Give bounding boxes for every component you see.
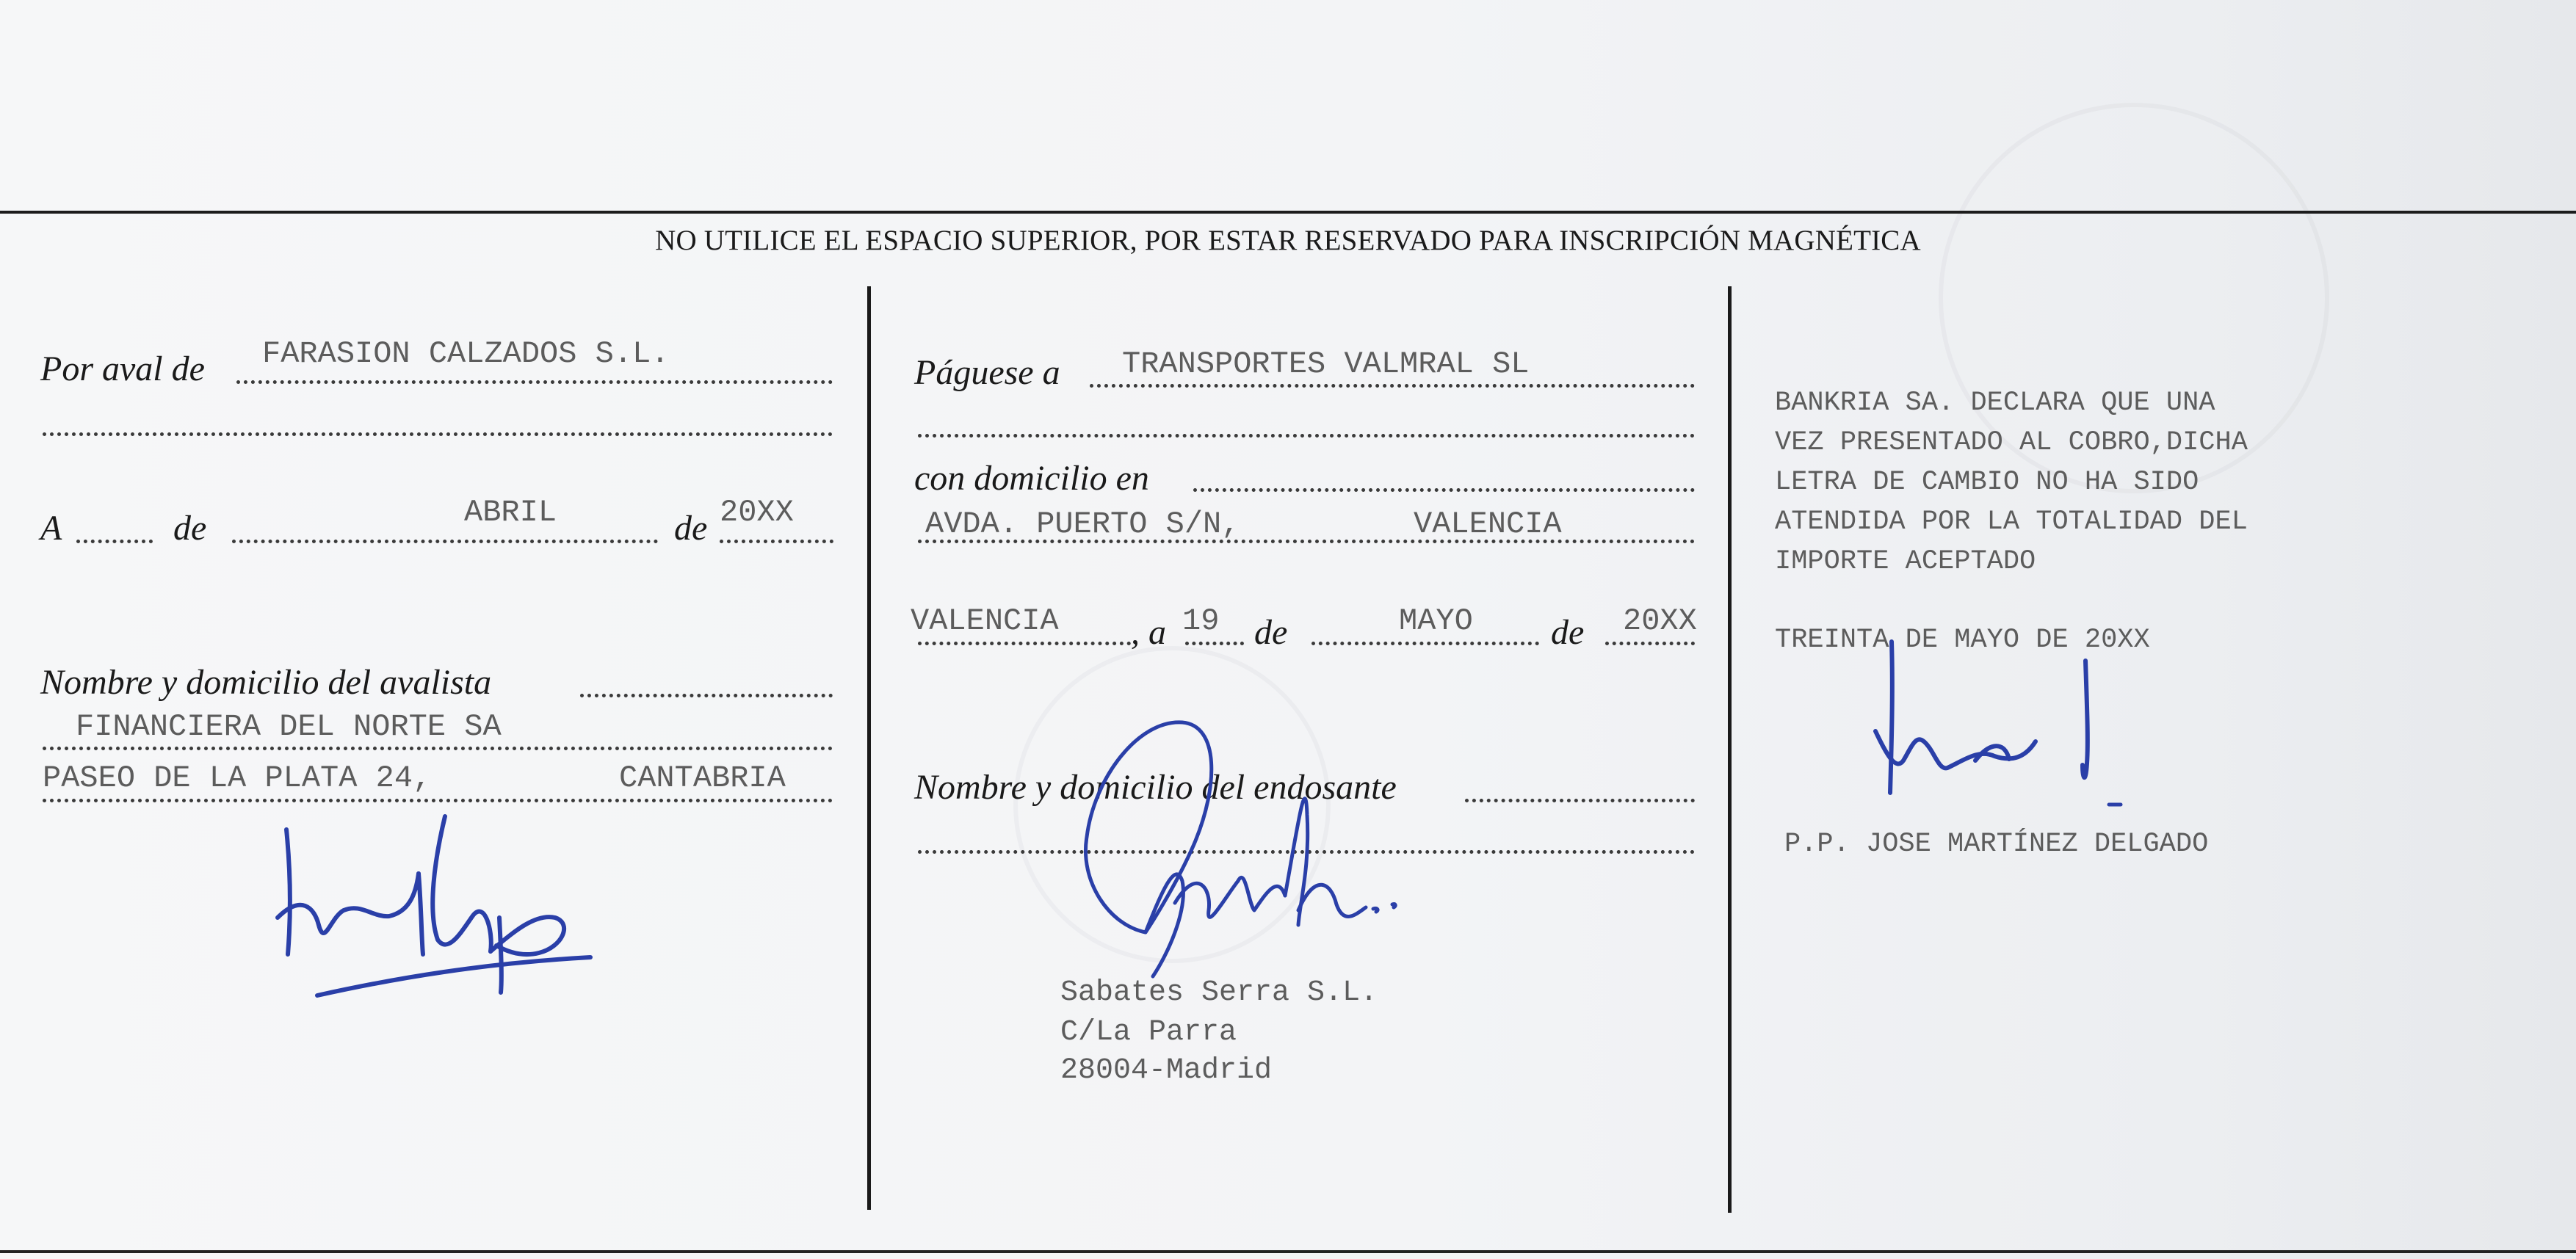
column-divider-left — [867, 286, 871, 1210]
por-aval-line-2 — [43, 432, 833, 436]
declaration-line-5: IMPORTE ACEPTADO — [1775, 546, 2036, 577]
endosante-street: C/La Parra — [1060, 1016, 1237, 1049]
declaration-line-4: ATENDIDA POR LA TOTALIDAD DEL — [1775, 507, 2248, 537]
endosante-name: Sabates Serra S.L. — [1060, 976, 1378, 1009]
domicilio-line-2 — [918, 540, 1695, 543]
endosante-label: Nombre y domicilio del endosante — [914, 768, 1397, 807]
aval-year: 20XX — [720, 495, 794, 530]
avalista-label: Nombre y domicilio del avalista — [40, 663, 492, 702]
endoso-de-label: de — [1254, 613, 1288, 652]
endoso-de2-label: de — [1551, 613, 1585, 652]
endoso-month-line — [1311, 642, 1539, 645]
declaration-date: TREINTA DE MAYO DE 20XX — [1775, 625, 2150, 656]
avalista-signature — [272, 808, 609, 1013]
endosante-city: 28004-Madrid — [1060, 1054, 1273, 1087]
magnetic-reserved-notice: NO UTILICE EL ESPACIO SUPERIOR, POR ESTAR RESERVADO PARA INSCRIPCIÓN MAGNÉTICA — [655, 225, 1921, 256]
aval-a-label: A — [40, 509, 62, 548]
endosante-signature — [1065, 712, 1476, 998]
aval-year-line — [720, 540, 833, 543]
avalista-address-line — [43, 799, 833, 802]
domicilio-city: VALENCIA — [1414, 507, 1562, 542]
endoso-year: 20XX — [1623, 603, 1697, 639]
aval-month: ABRIL — [464, 495, 557, 530]
endoso-day: 19 — [1182, 603, 1220, 639]
endoso-day-line — [1185, 642, 1244, 645]
endoso-month: MAYO — [1399, 603, 1473, 639]
avalista-name-line — [43, 747, 833, 750]
endoso-a-label: , a — [1131, 613, 1166, 652]
bottom-rule — [0, 1250, 2576, 1253]
column-divider-right — [1728, 286, 1732, 1213]
aval-day-line — [76, 540, 153, 543]
avalista-region: CANTABRIA — [619, 761, 786, 796]
paguese-line — [1090, 384, 1695, 388]
avalista-line — [580, 694, 833, 697]
paguese-line-2 — [918, 434, 1695, 438]
por-aval-label: Por aval de — [40, 349, 205, 388]
endoso-place: VALENCIA — [911, 603, 1059, 639]
declaration-line-1: BANKRIA SA. DECLARA QUE UNA — [1775, 388, 2215, 418]
top-rule — [0, 211, 2576, 214]
paguese-value: TRANSPORTES VALMRAL SL — [1122, 347, 1530, 382]
avalista-address: PASEO DE LA PLATA 24, — [43, 761, 432, 796]
declaration-line-2: VEZ PRESENTADO AL COBRO,DICHA — [1775, 427, 2248, 458]
domicilio-line — [1193, 488, 1695, 492]
avalista-name: FINANCIERA DEL NORTE SA — [76, 709, 502, 744]
declaration-line-3: LETRA DE CAMBIO NO HA SIDO — [1775, 467, 2199, 498]
bank-signature — [1865, 631, 2115, 815]
endosante-line — [1465, 799, 1695, 802]
aval-de2-label: de — [674, 509, 708, 548]
por-aval-line — [236, 380, 833, 384]
domicilio-label: con domicilio en — [914, 459, 1149, 498]
domicilio-street: AVDA. PUERTO S/N, — [925, 507, 1240, 542]
endoso-year-line — [1605, 642, 1695, 645]
bank-signatory: P.P. JOSE MARTÍNEZ DELGADO — [1784, 829, 2209, 860]
endoso-place-line — [918, 642, 1131, 645]
paguese-label: Páguese a — [914, 353, 1060, 392]
aval-de-label: de — [173, 509, 207, 548]
por-aval-value: FARASION CALZADOS S.L. — [262, 336, 670, 371]
aval-month-line — [232, 540, 658, 543]
